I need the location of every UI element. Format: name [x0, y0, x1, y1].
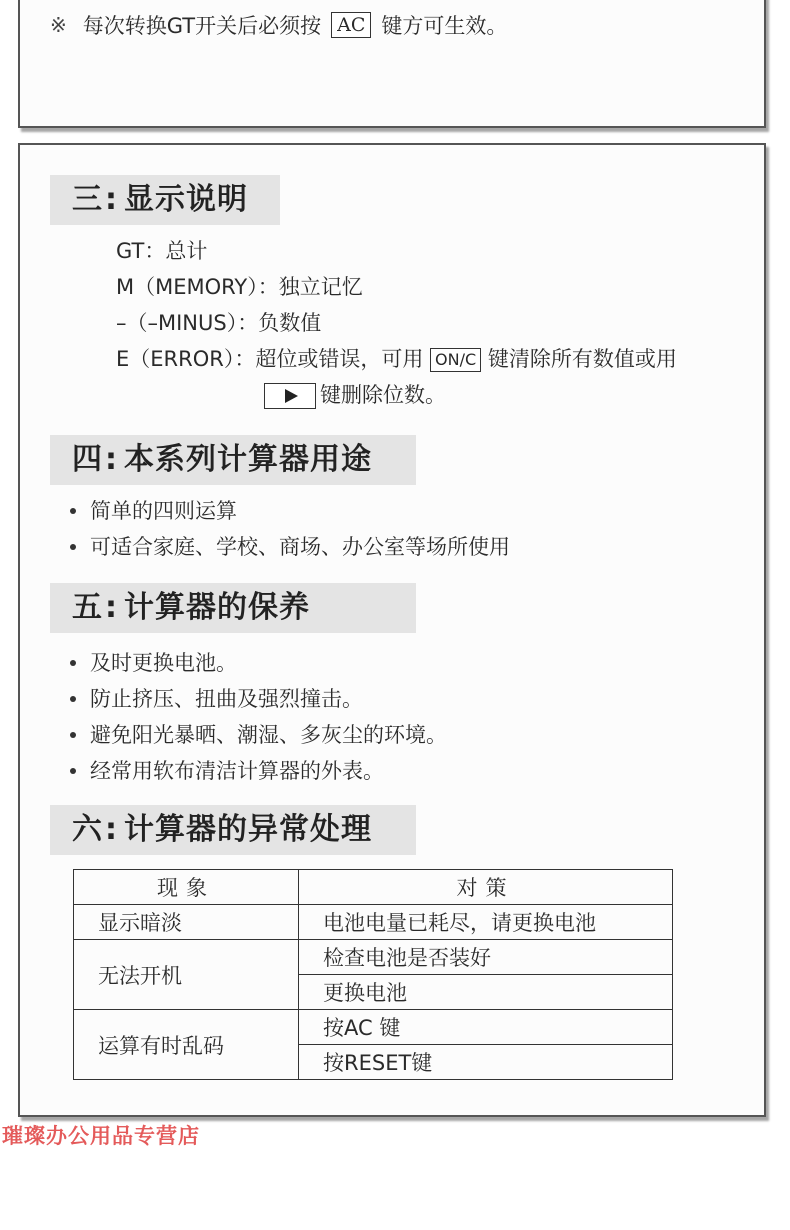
care-list	[70, 645, 447, 789]
usage-list	[70, 493, 510, 565]
troubleshoot-table	[73, 869, 673, 1080]
symptom-cell: 运算有时乱码	[74, 1010, 299, 1080]
note-card	[18, 0, 766, 128]
legend-memory: M（MEMORY）：独立记忆	[116, 275, 363, 299]
table-header-row	[74, 870, 673, 905]
note-text-after: 键方可生效。	[381, 14, 508, 38]
table-row	[74, 940, 673, 975]
section-number: 三	[72, 182, 103, 217]
list-item: 经常用软布清洁计算器的外表。	[70, 753, 447, 789]
display-legend	[116, 233, 677, 413]
legend-gt: GT：总计	[116, 239, 208, 263]
section-care-heading: 五: 计算器的保养	[50, 583, 416, 633]
action-cell: 更换电池	[299, 975, 673, 1010]
gt-switch-note	[50, 10, 507, 40]
legend-minus: –（–MINUS）：负数值	[116, 311, 322, 335]
section-number: 六	[72, 812, 103, 847]
column-header-action: 对策	[299, 870, 673, 905]
list-item: 可适合家庭、学校、商场、办公室等场所使用	[70, 529, 510, 565]
legend-error	[116, 341, 677, 377]
section-display-heading: 三: 显示说明	[50, 175, 280, 225]
legend-error-line2	[116, 377, 677, 413]
reference-mark-icon: ※	[50, 13, 67, 37]
action-cell: 按AC 键	[299, 1010, 673, 1045]
play-key-icon	[264, 383, 316, 409]
section-usage-heading: 四: 本系列计算器用途	[50, 435, 416, 485]
section-number: 四	[72, 442, 103, 477]
action-cell: 检查电池是否装好	[299, 940, 673, 975]
section-title: 显示说明	[124, 182, 248, 217]
column-header-symptom: 现象	[74, 870, 299, 905]
list-item: 及时更换电池。	[70, 645, 447, 681]
table-row	[74, 1010, 673, 1045]
ac-key-label: AC	[331, 12, 371, 38]
list-item: 避免阳光暴晒、潮湿、多灰尘的环境。	[70, 717, 447, 753]
note-text-before: 每次转换GT开关后必须按	[82, 14, 322, 38]
legend-error-text-after: 键清除所有数值或用	[487, 347, 677, 371]
section-title: 计算器的异常处理	[124, 812, 372, 847]
action-cell: 电池电量已耗尽，请更换电池	[299, 905, 673, 940]
legend-error-line2-text: 键删除位数。	[320, 383, 446, 407]
action-cell: 按RESET键	[299, 1045, 673, 1080]
store-watermark: 璀璨办公用品专营店	[2, 1124, 200, 1148]
legend-error-label: E（ERROR）：	[116, 347, 256, 371]
symptom-cell: 无法开机	[74, 940, 299, 1010]
symptom-cell: 显示暗淡	[74, 905, 299, 940]
list-item: 简单的四则运算	[70, 493, 510, 529]
section-troubleshoot-heading: 六: 计算器的异常处理	[50, 805, 416, 855]
legend-error-text: 超位或错误，可用	[255, 347, 424, 371]
list-item: 防止挤压、扭曲及强烈撞击。	[70, 681, 447, 717]
section-title: 计算器的保养	[124, 590, 310, 625]
manual-card	[18, 143, 766, 1117]
table-row	[74, 905, 673, 940]
section-number: 五	[72, 590, 103, 625]
section-title: 本系列计算器用途	[124, 442, 372, 477]
onc-key-label: ON/C	[430, 348, 481, 372]
